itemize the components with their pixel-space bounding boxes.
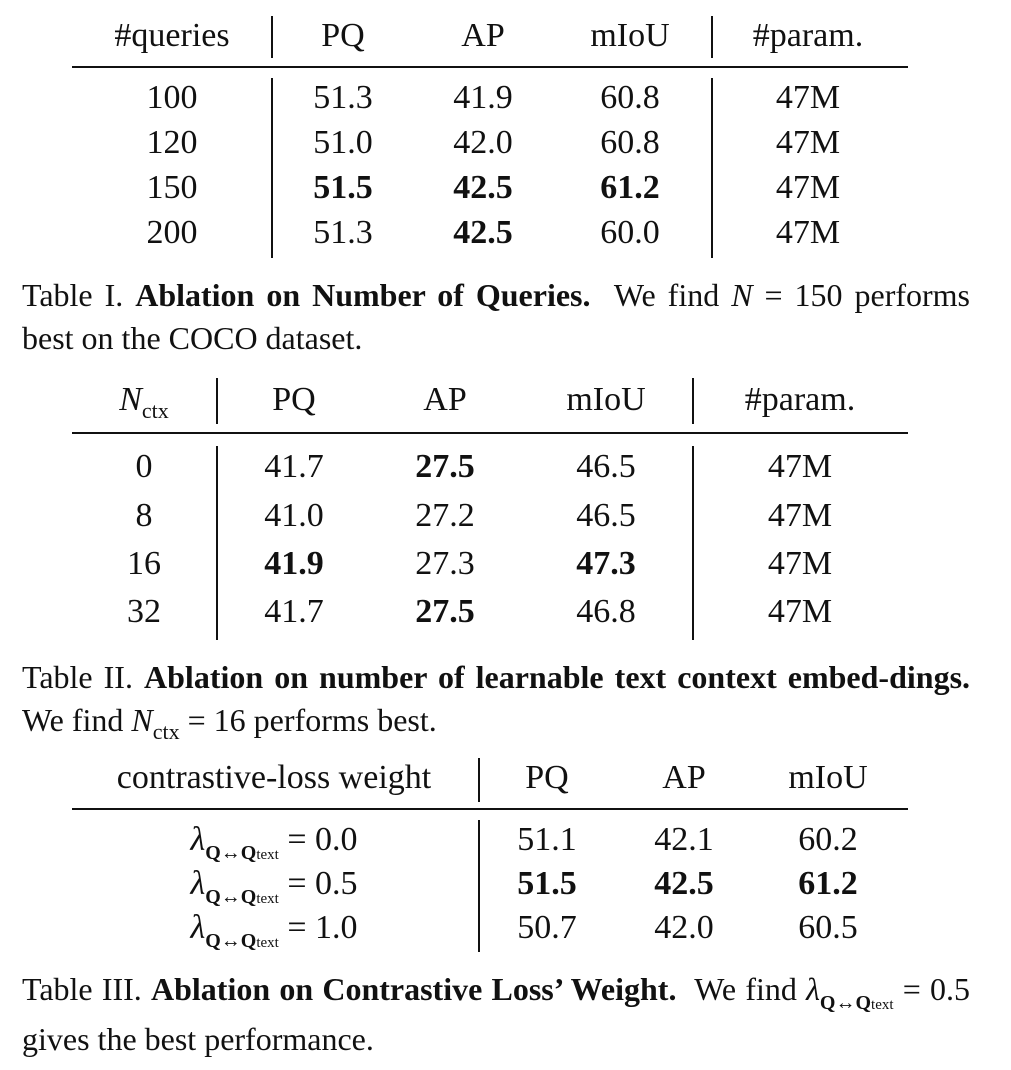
cell-best: 42.5 [654,865,714,902]
table-1-divider [711,16,713,58]
cell: 41.0 [264,497,324,534]
table-1-caption [22,274,970,360]
cell: 50.7 [517,909,577,946]
cell-best: 61.2 [798,865,858,902]
table-2-caption [22,656,970,745]
header-miou: mIoU [566,381,646,418]
table-row [0,592,1011,632]
cell: 0 [135,448,153,485]
table-row [0,496,1011,536]
cell-best: 41.9 [264,545,324,582]
caption-label: Table III. [22,971,142,1007]
cell: 16 [127,545,161,582]
cell: 47M [767,593,833,630]
table-3-divider [478,758,480,802]
cell: 27.3 [415,545,475,582]
cell-best: 27.5 [415,448,475,485]
header-pq: PQ [525,759,569,796]
lambda-symbol: λ [806,971,820,1007]
lambda-sub: Q↔Qtext [205,930,279,952]
cell: 200 [146,214,198,251]
header-pq: PQ [272,381,316,418]
cell: 46.5 [576,497,636,534]
cell-best: 42.5 [453,214,513,251]
header-queries: #queries [114,17,230,54]
table-2-divider [216,378,218,424]
cell: 46.5 [576,448,636,485]
cell: 51.3 [313,214,373,251]
header-param: #param. [752,17,864,54]
cell-best: 42.5 [453,169,513,206]
cell: 41.9 [453,79,513,116]
lambda-symbol: λ [190,909,206,946]
cell: 8 [135,497,153,534]
cell-best: 47.3 [576,545,636,582]
header-sub: ctx [141,398,169,423]
table-3-header [0,758,1011,798]
lambda-symbol: λ [190,821,206,858]
caption-text: We find [694,971,797,1007]
caption-text: We find [22,702,124,738]
cell-best: 51.5 [517,865,577,902]
cell-lambda: $\lambda_{Q\leftrightarrow Qtext} = 0.0$ [190,821,358,864]
cell: 42.0 [654,909,714,946]
table-3-header-rule [72,808,908,810]
caption-text: = 16 performs best. [187,702,437,738]
caption-var: N [731,277,753,313]
header-ap: AP [423,381,467,418]
table-1-header-rule [72,66,908,68]
caption-title: Ablation on Number of Queries. [135,277,591,313]
header-ap: AP [662,759,706,796]
table-2-header [0,380,1011,423]
cell: 42.1 [654,821,714,858]
header-pq: PQ [321,17,365,54]
lambda-sub: Q↔Qtext [205,842,279,864]
cell-best: 27.5 [415,593,475,630]
cell: 47M [775,169,841,206]
cell: 27.2 [415,497,475,534]
lambda-sub: Q↔Qtext [205,886,279,908]
table-2-divider [692,446,694,640]
table-row [0,908,1011,952]
table-1-header [0,16,1011,56]
table-3-caption [22,968,970,1061]
cell: 60.8 [600,124,660,161]
cell-best: 61.2 [600,169,660,206]
table-2-divider [216,446,218,640]
cell: 47M [767,497,833,534]
cell: 60.0 [600,214,660,251]
cell: 51.3 [313,79,373,116]
cell-lambda: $\lambda_{Q\leftrightarrow Qtext} = 0.5$ [190,865,358,908]
cell: 32 [127,593,161,630]
table-row [0,213,1011,253]
table-2-divider [692,378,694,424]
table-row [0,78,1011,118]
cell-lambda: $\lambda_{Q\leftrightarrow Qtext} = 1.0$ [190,909,358,952]
table-row [0,864,1011,908]
caption-label: Table II. [22,659,133,695]
caption-text: = 150 performs best on the COCO dataset. [22,277,970,356]
cell: 47M [775,124,841,161]
cell-best: 51.5 [313,169,373,206]
header-weight: contrastive-loss weight [116,759,432,796]
cell: 60.5 [798,909,858,946]
caption-title: Ablation on Contrastive Loss’ Weight. [150,971,677,1007]
lambda-symbol: λ [190,865,206,902]
header-ap: AP [461,17,505,54]
cell: 47M [775,214,841,251]
table-1-divider [271,78,273,258]
header-miou: mIoU [590,17,670,54]
caption-title: Ablation on number of learnable text context embed-dings. [144,659,971,695]
caption-text: = 0.5 gives the best performance. [22,971,970,1057]
caption-text: We find [613,277,720,313]
cell: 51.1 [517,821,577,858]
caption-sub: ctx [152,719,180,744]
cell: 120 [146,124,198,161]
lambda-sub: Q↔Qtext [819,992,894,1014]
cell: 47M [767,448,833,485]
cell: 150 [146,169,198,206]
table-row [0,820,1011,864]
caption-var: N [131,702,153,738]
cell: 60.2 [798,821,858,858]
cell: 51.0 [313,124,373,161]
cell: 41.7 [264,448,324,485]
table-1-divider [271,16,273,58]
cell: 47M [775,79,841,116]
table-row [0,123,1011,163]
cell: 41.7 [264,593,324,630]
cell: 100 [146,79,198,116]
header-var: N [119,381,142,418]
table-2-header-rule [72,432,908,434]
header-nctx [119,380,169,423]
cell: 46.8 [576,593,636,630]
header-miou: mIoU [788,759,868,796]
cell: 60.8 [600,79,660,116]
cell: 42.0 [453,124,513,161]
table-1-divider [711,78,713,258]
table-row [0,544,1011,584]
cell: 47M [767,545,833,582]
table-row [0,168,1011,208]
table-3-divider [478,820,480,952]
caption-label: Table I. [22,277,124,313]
header-param: #param. [744,381,856,418]
table-row [0,447,1011,487]
